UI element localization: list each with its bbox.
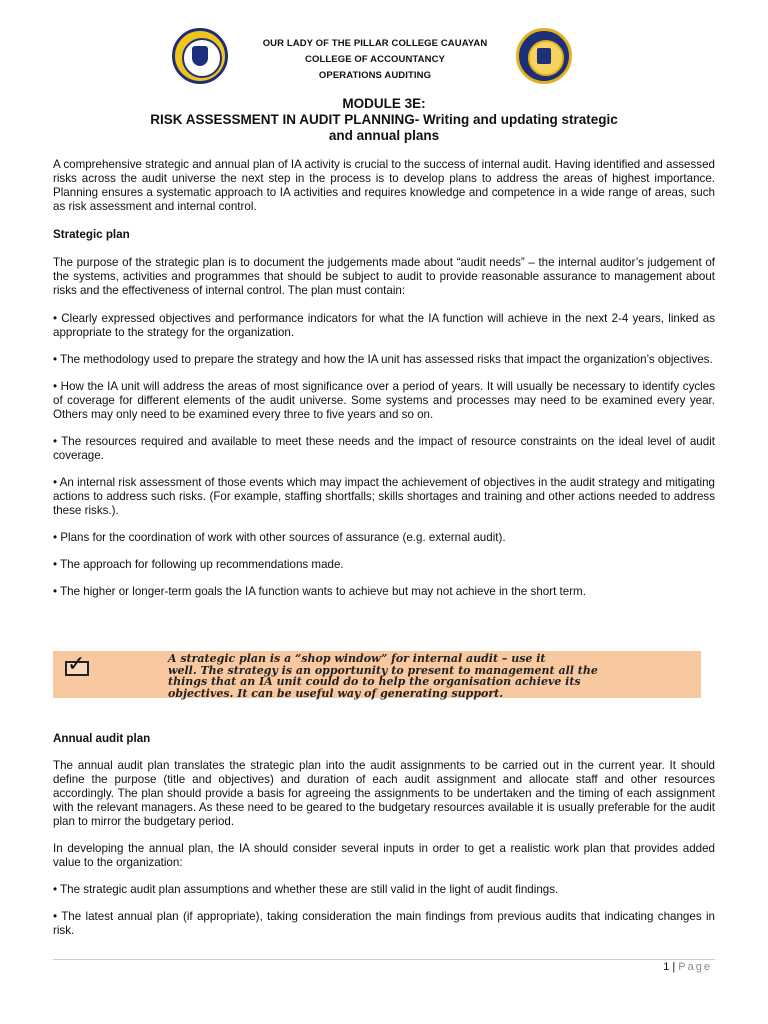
accountancy-seal-emblem [537,48,551,64]
institution-name: OUR LADY OF THE PILLAR COLLEGE CAUAYAN [262,38,488,49]
callout-text [168,653,696,699]
module-title [100,96,668,144]
course-name: OPERATIONS AUDITING [318,70,432,81]
strategic-bullet-5: • An internal risk assessment of those events which may impact the achievement of objectives in the audit strategy and mitigating actions to address such risks. (For example, staffing shortfalls; skills shortages and training and other actions needed to address these risks.). [53,476,715,517]
annual-plan-paragraph-2: In developing the annual plan, the IA should consider several inputs in order to get a realistic work plan that provides added value to the organization: [53,842,715,869]
strategic-plan-heading: Strategic plan [53,228,130,241]
strategic-bullet-4: • The resources required and available to meet these needs and the impact of resource constraints on the ideal level of audit coverage. [53,435,715,462]
strategic-bullet-2: • The methodology used to prepare the strategy and how the IA unit has assessed risks that impact the organization’s objectives. [53,353,713,366]
accountancy-seal-logo [516,28,572,84]
annual-bullet-1: • The strategic audit plan assumptions and whether these are still valid in the light of audit findings. [53,883,559,896]
callout-line-1: A strategic plan is a “shop window” for internal audit – use it [168,652,546,665]
module-title-line-2: and annual plans [328,128,440,143]
page-separator: | [672,961,676,973]
strategic-bullet-3: • How the IA unit will address the areas of most significance over a period of years. It will usually be necessary to identify cycles of coverage for different elements of the audit universe. Some systems and processes may need to be examined every year. Others may only need to be examined every three to five years and so on. [53,380,715,421]
intro-paragraph: A comprehensive strategic and annual plan of IA activity is crucial to the success of internal audit. Having identified and assessed risks across the audit universe the next step in the process is to develop plans to address the areas of highest importance. Planning ensures a systematic approach to IA activities and requires knowledge and competence in a wide range of areas, such as risk assessment and internal control. [53,158,715,213]
callout-line-4: objectives. It can be useful way of generating support. [168,686,504,700]
college-seal-emblem [192,46,208,66]
strategic-bullet-6: • Plans for the coordination of work with other sources of assurance (e.g. external audit). [53,531,506,544]
callout-line-2: well. The strategy is an opportunity to present to management all the [168,663,598,677]
main-content [53,158,715,599]
annual-plan-heading: Annual audit plan [53,732,151,745]
strategic-bullet-7: • The approach for following up recommendations made. [53,558,344,571]
college-seal-logo [172,28,228,84]
annual-bullet-2: • The latest annual plan (if appropriate), taking consideration the main findings from previous audits that indicating changes in risk. [53,910,715,937]
strategic-bullet-1: • Clearly expressed objectives and performance indicators for what the IA function will achieve in the next 2-4 years, linked as appropriate to the strategy for the organization. [53,312,715,339]
checkmark-icon: ✓ [67,652,86,677]
college-name: COLLEGE OF ACCOUNTANCY [305,54,445,65]
page-label: Page [678,961,712,973]
institution-header [240,36,510,84]
module-title-line-1: RISK ASSESSMENT IN AUDIT PLANNING- Writing and updating strategic [150,112,618,127]
annual-plan-section [53,732,715,938]
strategic-plan-callout [53,651,701,698]
module-number: MODULE 3E: [342,96,426,111]
annual-plan-paragraph-1: The annual audit plan translates the strategic plan into the audit assignments to be carried out in the current year. It should define the purpose (title and objectives) and duration of each audit assignment and allocate staff and other resources accordingly. The plan should provide a basis for agreeing the assignments to be undertaken and the timing of each assignment with the relevant managers. As these need to be geared to the budgetary resources available it is usually preferable for the audit plan to mirror the budgetary period. [53,759,715,828]
strategic-bullet-8: • The higher or longer-term goals the IA function wants to achieve but may not achieve in the short term. [53,585,586,598]
page-number: 1 [663,961,670,973]
footer-divider [53,959,715,960]
strategic-plan-body: The purpose of the strategic plan is to document the judgements made about “audit needs” – the internal auditor’s judgement of the systems, activities and programmes that should be subject to audit to provide reasonable assurance to management about risks and the effectiveness of internal control. The plan must contain: [53,256,715,297]
callout-line-3: things that an IA unit could do to help the organisation achieve its [168,675,581,688]
page-header [0,28,768,88]
page-footer [663,961,712,973]
